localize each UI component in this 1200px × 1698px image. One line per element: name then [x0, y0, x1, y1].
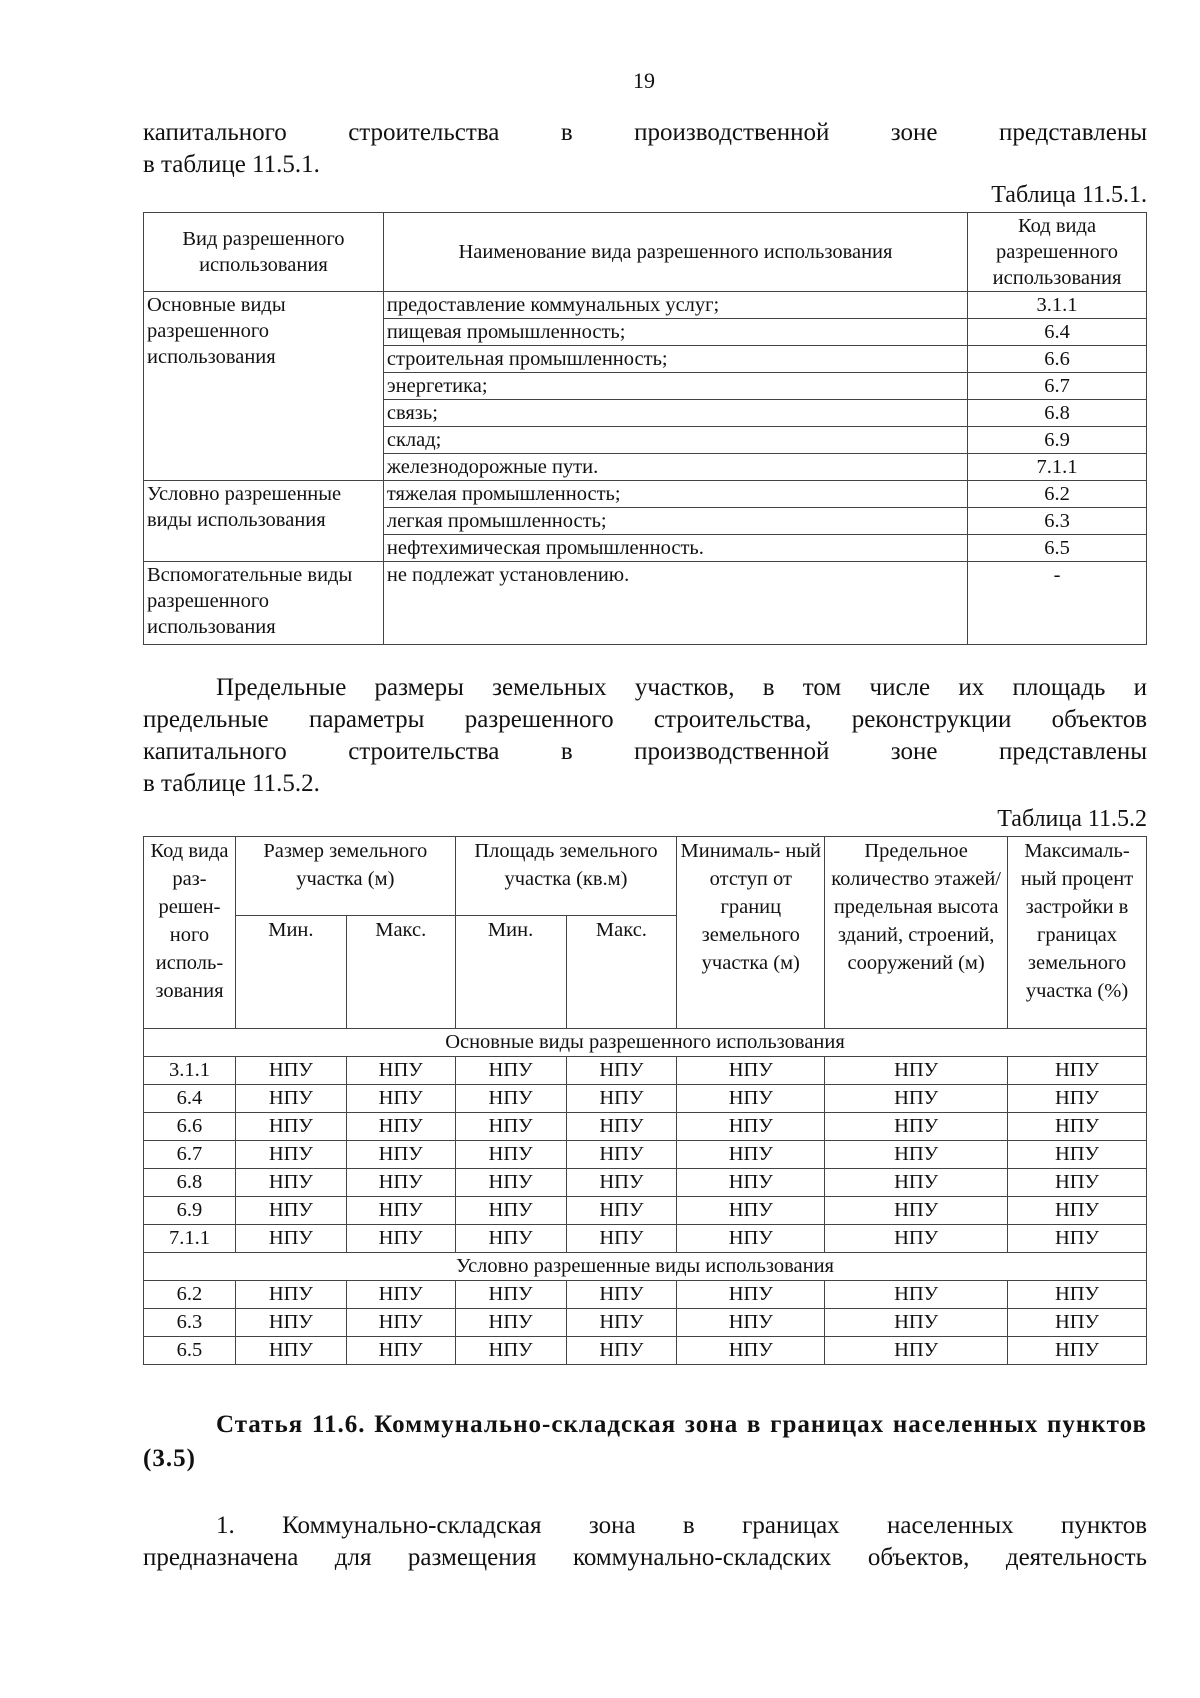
cell-value: НПУ [235, 1281, 346, 1309]
cell-value: НПУ [566, 1141, 677, 1169]
table-row [144, 292, 1147, 319]
use-name: строительная промышленность; [383, 346, 967, 373]
cell-value: НПУ [235, 1169, 346, 1197]
table2-caption: Таблица 11.5.2 [997, 806, 1147, 832]
cell-value: НПУ [346, 1141, 455, 1169]
article-heading: Статья 11.6. Коммунально-складская зона в границах населенных пунктов (3.5) [143, 1411, 1147, 1472]
mid-line-1: Предельные размеры земельных участков, в том числе их площадь и [216, 674, 1147, 701]
permitted-use-table [143, 212, 1147, 645]
table-row [144, 481, 1147, 508]
cell-value: НПУ [677, 1281, 825, 1309]
cell-value: НПУ [346, 1113, 455, 1141]
cell-value: НПУ [566, 1113, 677, 1141]
row-code: 7.1.1 [144, 1225, 236, 1253]
cell-value: НПУ [677, 1225, 825, 1253]
article-line-2: предназначена для размещения коммунально-складских объектов, деятельность [143, 1544, 1147, 1571]
use-code: 6.8 [968, 400, 1147, 427]
row-code: 6.8 [144, 1169, 236, 1197]
cell-value: НПУ [455, 1057, 566, 1085]
table-row [144, 1085, 1147, 1113]
header-max-percent: Максималь- ный процент застройки в границах земельного участка (%) [1008, 837, 1147, 1029]
cell-value: НПУ [1008, 1113, 1147, 1141]
cell-value: НПУ [455, 1281, 566, 1309]
use-code: 7.1.1 [968, 454, 1147, 481]
header-min-offset: Минималь- ный отступ от границ земельного участка (м) [677, 837, 825, 1029]
cell-value: НПУ [566, 1309, 677, 1337]
header-plot-size: Размер земельного участка (м) [235, 837, 455, 916]
table-row [144, 1141, 1147, 1169]
cell-value: НПУ [1008, 1197, 1147, 1225]
table-row [144, 1225, 1147, 1253]
cell-value: НПУ [346, 1225, 455, 1253]
cell-value: НПУ [455, 1309, 566, 1337]
cell-value: НПУ [1008, 1085, 1147, 1113]
table1-header-3: Код вида разрешенного использования [968, 213, 1147, 292]
intro-line-1: капитального строительства в производственной зоне представлены [143, 119, 1147, 146]
table-row [144, 1309, 1147, 1337]
table1-caption: Таблица 11.5.1. [991, 182, 1147, 208]
cell-value: НПУ [455, 1141, 566, 1169]
use-code: 6.5 [968, 535, 1147, 562]
cell-value: НПУ [1008, 1225, 1147, 1253]
row-code: 6.2 [144, 1281, 236, 1309]
section-title: Основные виды разрешенного использования [144, 1029, 1147, 1057]
cell-value: НПУ [1008, 1169, 1147, 1197]
cell-value: НПУ [346, 1197, 455, 1225]
cell-value: НПУ [677, 1309, 825, 1337]
cell-value: НПУ [677, 1197, 825, 1225]
cell-value: НПУ [825, 1197, 1008, 1225]
cell-value: НПУ [825, 1113, 1008, 1141]
cell-value: НПУ [455, 1113, 566, 1141]
cell-value: НПУ [825, 1169, 1008, 1197]
cell-value: НПУ [825, 1309, 1008, 1337]
header-plot-area: Площадь земельного участка (кв.м) [455, 837, 677, 916]
cell-value: НПУ [825, 1057, 1008, 1085]
use-name: нефтехимическая промышленность. [383, 535, 967, 562]
table-row [144, 1337, 1147, 1365]
cell-value: НПУ [235, 1085, 346, 1113]
cell-value: НПУ [235, 1197, 346, 1225]
use-code: 6.6 [968, 346, 1147, 373]
cell-value: НПУ [566, 1169, 677, 1197]
article-paragraph [143, 1510, 1147, 1574]
use-name: пищевая промышленность; [383, 319, 967, 346]
use-name: не подлежат установлению. [383, 562, 967, 645]
use-name: связь; [383, 400, 967, 427]
cell-value: НПУ [825, 1085, 1008, 1113]
page-number: 19 [633, 68, 655, 93]
header-area-min: Мин. [455, 916, 566, 1029]
row-code: 6.9 [144, 1197, 236, 1225]
header-floors: Предельное количество этажей/ предельная высота зданий, строений, сооружений (м) [825, 837, 1008, 1029]
cell-value: НПУ [566, 1337, 677, 1365]
cell-value: НПУ [455, 1169, 566, 1197]
cell-value: НПУ [346, 1169, 455, 1197]
use-code: 3.1.1 [968, 292, 1147, 319]
cell-value: НПУ [566, 1225, 677, 1253]
cell-value: НПУ [235, 1057, 346, 1085]
cell-value: НПУ [455, 1085, 566, 1113]
cell-value: НПУ [346, 1085, 455, 1113]
cell-value: НПУ [235, 1113, 346, 1141]
row-code: 6.5 [144, 1337, 236, 1365]
table1-header-2: Наименование вида разрешенного использования [383, 213, 967, 292]
table-row [144, 1057, 1147, 1085]
cell-value: НПУ [235, 1141, 346, 1169]
cell-value: НПУ [825, 1281, 1008, 1309]
cell-value: НПУ [825, 1337, 1008, 1365]
cell-value: НПУ [677, 1113, 825, 1141]
cell-value: НПУ [346, 1309, 455, 1337]
use-code: 6.2 [968, 481, 1147, 508]
article-line-1: 1. Коммунально-складская зона в границах населенных пунктов [216, 1512, 1147, 1539]
row-code: 6.7 [144, 1141, 236, 1169]
cell-value: НПУ [1008, 1281, 1147, 1309]
mid-line-2: предельные параметры разрешенного строительства, реконструкции объектов [143, 706, 1147, 733]
cell-value: НПУ [346, 1337, 455, 1365]
use-name: энергетика; [383, 373, 967, 400]
use-name: тяжелая промышленность; [383, 481, 967, 508]
header-area-max: Макс. [566, 916, 677, 1029]
use-code: 6.3 [968, 508, 1147, 535]
use-code: 6.7 [968, 373, 1147, 400]
cell-value: НПУ [825, 1141, 1008, 1169]
table-row [144, 1113, 1147, 1141]
cell-value: НПУ [566, 1057, 677, 1085]
table1-header-1: Вид разрешенного использования [144, 213, 384, 292]
cell-value: НПУ [1008, 1057, 1147, 1085]
cell-value: НПУ [455, 1197, 566, 1225]
header-code: Код вида раз- решен- ного исполь- зования [144, 837, 236, 1029]
mid-line-4: в таблице 11.5.2. [143, 770, 320, 797]
group-label: Вспомогательные виды разрешенного использования [144, 562, 384, 645]
group-label: Основные виды разрешенного использования [144, 292, 384, 481]
intro-paragraph [143, 117, 1147, 181]
row-code: 6.6 [144, 1113, 236, 1141]
cell-value: НПУ [566, 1197, 677, 1225]
mid-line-3: капитального строительства в производственной зоне представлены [143, 738, 1147, 765]
section-title: Условно разрешенные виды использования [144, 1253, 1147, 1281]
table-row [144, 562, 1147, 645]
cell-value: НПУ [346, 1057, 455, 1085]
cell-value: НПУ [677, 1337, 825, 1365]
use-name: железнодорожные пути. [383, 454, 967, 481]
cell-value: НПУ [346, 1281, 455, 1309]
use-code: 6.9 [968, 427, 1147, 454]
cell-value: НПУ [235, 1337, 346, 1365]
cell-value: НПУ [566, 1281, 677, 1309]
cell-value: НПУ [677, 1085, 825, 1113]
header-size-min: Мин. [235, 916, 346, 1029]
cell-value: НПУ [825, 1225, 1008, 1253]
header-size-max: Макс. [346, 916, 455, 1029]
group-label: Условно разрешенные виды использования [144, 481, 384, 562]
cell-value: НПУ [455, 1225, 566, 1253]
cell-value: НПУ [1008, 1309, 1147, 1337]
intro-line-2: в таблице 11.5.1. [143, 151, 320, 178]
table-row [144, 1281, 1147, 1309]
row-code: 6.4 [144, 1085, 236, 1113]
use-code: - [968, 562, 1147, 645]
table-row [144, 1169, 1147, 1197]
cell-value: НПУ [566, 1085, 677, 1113]
table-row [144, 1197, 1147, 1225]
use-name: легкая промышленность; [383, 508, 967, 535]
cell-value: НПУ [235, 1225, 346, 1253]
use-name: склад; [383, 427, 967, 454]
row-code: 6.3 [144, 1309, 236, 1337]
cell-value: НПУ [677, 1057, 825, 1085]
use-name: предоставление коммунальных услуг; [383, 292, 967, 319]
use-code: 6.4 [968, 319, 1147, 346]
cell-value: НПУ [455, 1337, 566, 1365]
row-code: 3.1.1 [144, 1057, 236, 1085]
cell-value: НПУ [235, 1309, 346, 1337]
cell-value: НПУ [1008, 1337, 1147, 1365]
cell-value: НПУ [677, 1169, 825, 1197]
parameters-table [143, 836, 1147, 1365]
mid-paragraph [143, 672, 1147, 800]
cell-value: НПУ [677, 1141, 825, 1169]
cell-value: НПУ [1008, 1141, 1147, 1169]
